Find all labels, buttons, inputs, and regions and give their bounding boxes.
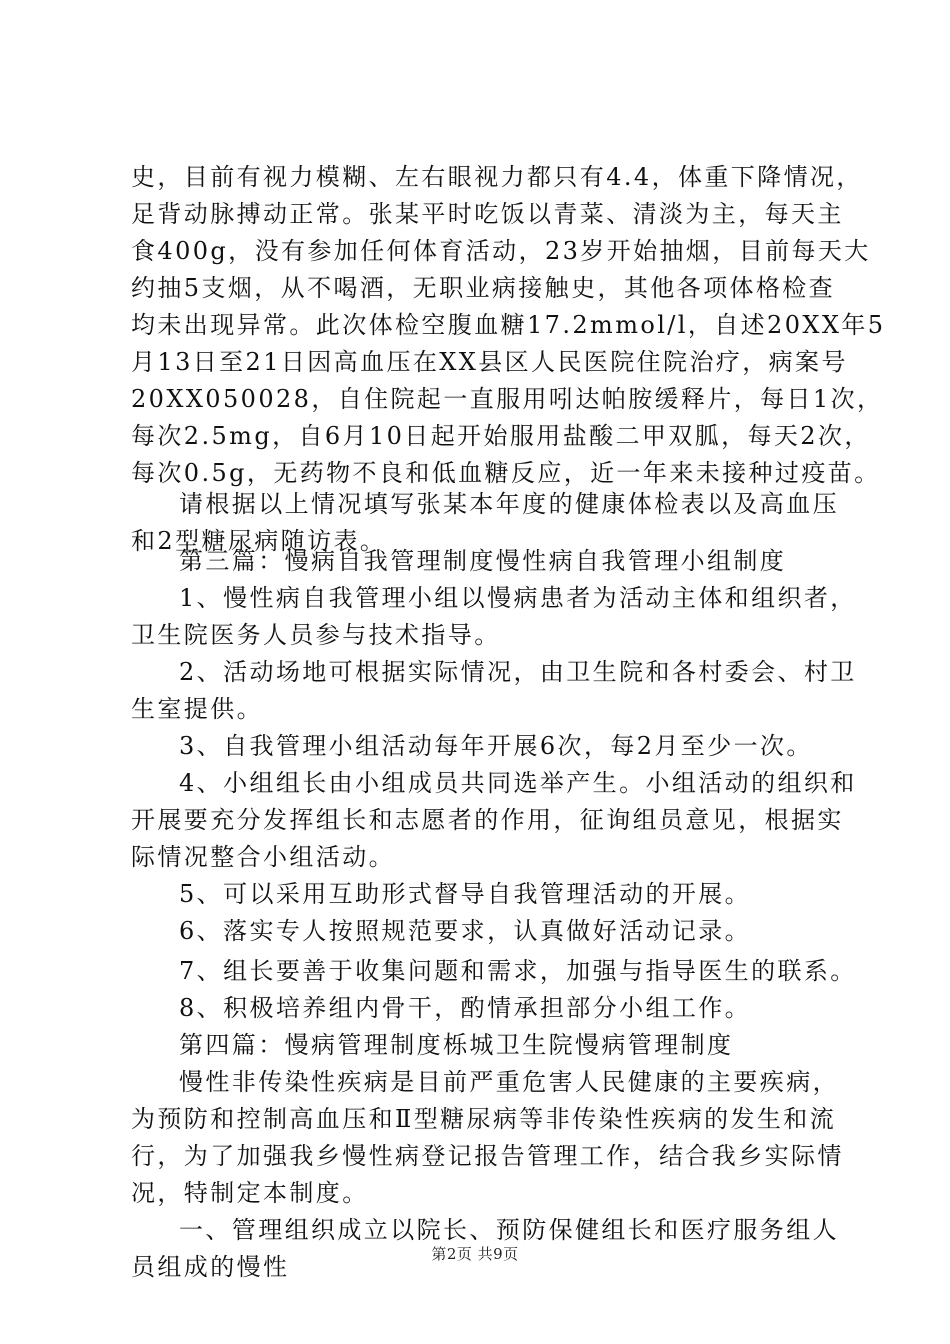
paragraph-line: 慢性非传染性疾病是目前严重危害人民健康的主要疾病， [179, 1068, 839, 1096]
list-item: 2、活动场地可根据实际情况，由卫生院和各村委会、村卫 [179, 658, 857, 686]
list-item: 3、自我管理小组活动每年开展6次，每2月至少一次。 [179, 732, 813, 760]
paragraph-line: 均未出现异常。此次体检空腹血糖17.2mmol/l，自述20XX年5 [131, 311, 886, 339]
paragraph-line: 20XX050028，自住院起一直服用吲达帕胺缓释片，每日1次， [131, 385, 884, 413]
list-item: 卫生院医务人员参与技术指导。 [131, 621, 501, 649]
paragraph-line: 一、管理组织成立以院长、预防保健组长和医疗服务组人 [179, 1216, 839, 1244]
list-item: 1、慢性病自我管理小组以慢病患者为活动主体和组织者， [179, 584, 857, 612]
section-title: 第四篇：慢病管理制度栎城卫生院慢病管理制度 [179, 1031, 734, 1059]
paragraph-line: 每次2.5mg，自6月10日起开始服用盐酸二甲双胍，每天2次， [131, 422, 871, 450]
list-item: 开展要充分发挥组长和志愿者的作用，征询组员意见，根据实 [131, 806, 844, 834]
paragraph-line: 请根据以上情况填写张某本年度的健康体检表以及高血压 [179, 490, 839, 518]
section-title: 第三篇：慢病自我管理制度慢性病自我管理小组制度 [179, 547, 787, 575]
paragraph-line: 行，为了加强我乡慢性病登记报告管理工作，结合我乡实际情 [131, 1142, 844, 1170]
list-item: 生室提供。 [131, 695, 263, 723]
list-item: 7、组长要善于收集问题和需求，加强与指导医生的联系。 [179, 957, 857, 985]
page-footer: 第2页 共9页 [431, 1245, 519, 1263]
list-item: 6、落实专人按照规范要求，认真做好活动记录。 [179, 917, 752, 945]
paragraph-line: 员组成的慢性 [131, 1253, 290, 1281]
list-item: 8、积极培养组内骨干，酌情承担部分小组工作。 [179, 994, 752, 1022]
paragraph-line: 约抽5支烟，从不喝酒，无职业病接触史，其他各项体格检查 [131, 274, 836, 302]
paragraph-line: 月13日至21日因高血压在XX县区人民医院住院治疗，病案号 [131, 348, 848, 376]
paragraph-line: 食400g，没有参加任何体育活动，23岁开始抽烟，目前每天大 [131, 237, 871, 265]
paragraph-line: 足背动脉搏动正常。张某平时吃饭以青菜、清淡为主，每天主 [131, 200, 844, 228]
list-item: 际情况整合小组活动。 [131, 843, 395, 871]
paragraph-line: 况，特制定本制度。 [131, 1179, 369, 1207]
paragraph-line: 每次0.5g，无药物不良和低血糖反应，近一年来未接种过疫苗。 [131, 459, 881, 487]
list-item: 4、小组组长由小组成员共同选举产生。小组活动的组织和 [179, 769, 857, 797]
paragraph-line: 和2型糖尿病随访表。 [131, 527, 387, 555]
paragraph-line: 史，目前有视力模糊、左右眼视力都只有4.4，体重下降情况， [131, 163, 863, 191]
paragraph-line: 为预防和控制高血压和Ⅱ型糖尿病等非传染性疾病的发生和流 [131, 1105, 837, 1133]
list-item: 5、可以采用互助形式督导自我管理活动的开展。 [179, 880, 752, 908]
